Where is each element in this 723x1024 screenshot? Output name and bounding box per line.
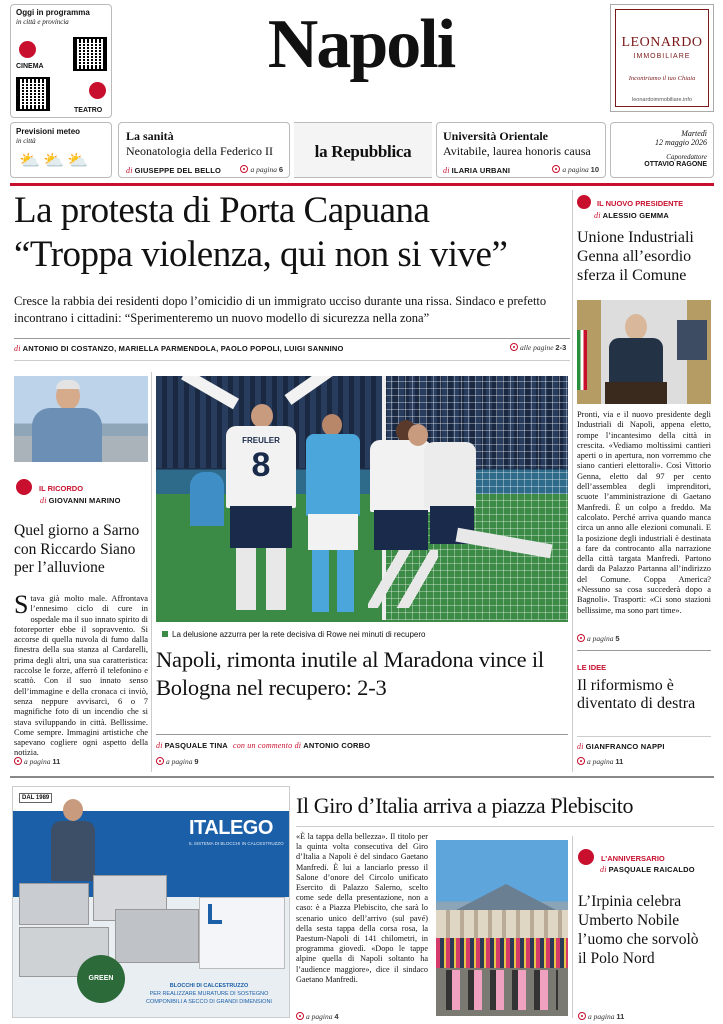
page-prefix: a pagina [250,165,277,174]
brand-logo: la Repubblica [314,142,412,161]
lead-page [510,343,566,352]
president-page [577,634,620,643]
ricordo-byline [40,496,121,505]
ad-leonardo-sub: IMMOBILIARE [633,53,691,60]
napoli-player-head [322,414,342,436]
teaser-sanita-page [240,165,283,174]
brand-box [294,122,432,178]
napoli-player-shirt [306,434,360,516]
teaser-sanita-di: di [126,166,133,175]
chat-bubble-icon [16,479,32,495]
teatro-icon [89,82,106,99]
page-prefix: a pagina [24,757,51,766]
ricordo-di: di [40,496,47,505]
masthead-title: Napoli [267,6,455,83]
ricordo-photo-body [32,408,102,462]
anniversario-byline [600,865,695,874]
caption-marker-icon [162,631,168,637]
football-rule [156,734,568,735]
player-4-head [408,424,428,446]
ad-leonardo-tagline: Incontriamo il tuo Chiaia [628,75,696,82]
president-author: ALESSIO GEMMA [602,211,669,220]
ad-italego-sub: IL SISTEMA DI BLOCCHI IN CALCESTRUZZO [189,841,284,846]
president-photo-head [625,314,647,340]
page-dot-icon [156,757,164,765]
idee-rule [577,736,711,737]
teaser-sanita-byline [126,166,221,175]
ricordo-body-wrap [14,590,148,759]
page-prefix: a pagina [587,757,614,766]
player-4-shirt [424,442,476,508]
page-prefix: a pagina [588,1012,615,1021]
lead-headline-1[interactable]: La protesta di Porta Capuana [14,190,430,231]
teaser-sanita-title: Neonatologia della Federico II [126,144,273,158]
cinema-icon [19,41,36,58]
dateline-name: OTTAVIO RAGONE [644,161,707,168]
giro-rule [296,826,714,827]
page-dot-icon [577,634,585,642]
player-8-jersey-name: FREULER [242,436,280,445]
football-photo[interactable] [156,376,568,622]
lead-di: di [14,344,21,353]
anniversario-page [578,1012,624,1021]
president-di: di [594,211,601,220]
idee-byline [577,742,665,751]
football-caption: La delusione azzurra per la rete decisiva di Rowe nei minuti di recupero [172,630,426,639]
anniversario-headline[interactable]: L’Irpinia celebra Umberto Nobile l’uomo che sorvolò il Polo Nord [578,893,699,967]
teaser-orientale-kicker: Università Orientale [443,129,548,143]
teaser-orientale-page [552,165,599,174]
lead-rule [14,338,570,339]
player-8-shorts [230,506,292,548]
player-8-head [251,404,273,428]
page-dot-icon [578,1012,586,1020]
ricordo-headline[interactable]: Quel giorno a Sarno con Riccardo Siano per l’alluvione [14,522,140,576]
column-divider-left [151,372,152,772]
page-number: 11 [615,757,624,766]
teaser-orientale-title: Avitabile, laurea honoris causa [443,144,591,158]
page-dot-icon [240,165,248,173]
president-kicker: IL NUOVO PRESIDENTE [597,199,684,208]
ad-italego-green [77,955,125,1003]
masthead-red-rule [10,183,714,186]
giro-photo-mountain [456,884,556,910]
president-body: Pronti, via e il nuovo presidente degli Industriali di Napoli, appena eletto, rompe l’incantesimo della città in crescita. «Vediamo moltissimi cantieri aperti o in apertura, non vorremmo che siano cantieri elettorali». Così Vittorio Genna, eletto dal 97 per cento dell’assemblea degli imprenditori, scuote l’amministrazione di Gaetano Manfredi. È un colpo a freddo. Ma calcolato. Perché arriva quando manca circa un anno alle elezioni comunali. E la posizione degli industriali è destinata a fare da controcanto alla narrazione della città targata Manfredi. Partono dardi da Palazzo Partanna all’indirizzo del Comune. Coppa America? «Nessuno sa cosa succederà dopo a Bagnoli». Trasporti: «Ci sono stazioni bellissime, ma sono part time». [577,410,711,615]
napoli-player-legs [312,550,354,612]
giro-body: «È la tappa della bellezza». Il titolo per la quinta volta consecutiva del Giro d’Italia a Napoli è del sindaco Gaetano Manfredi. È lui a lanciarlo presso il Salone d’onore del Circolo unificato Esercito di Palazzo Salerno, scelto come sede della presentazione, non a caso: è a Piazza Plebiscito, che sarà lo scenario unico dell’arrivo (sul pavé) della sesta tappa della corsa rosa, la Paestum-Napoli di 141 chilometri, in programma giovedì. «Dopo le tappe alpine quella di Napoli soltanto ha l’audience maggiore», dice il sindaco Gaetano Manfredi. [296,832,428,984]
giro-page [296,1012,339,1021]
programma-box [10,4,112,118]
lead-rule-bottom [14,360,570,361]
ricordo-author: GIOVANNI MARINO [48,496,121,505]
teatro-label: TEATRO [74,107,103,114]
giro-photo-crowd [436,938,568,968]
idee-page [577,757,623,766]
globe-icon [578,849,594,865]
ad-italego-block-3 [115,909,199,963]
dateline-role: Caporedattore [666,153,707,161]
football-byline [156,741,370,750]
giro-photo[interactable] [436,840,568,1016]
bench-person [190,472,224,526]
player-8-jersey-number: 8 [251,446,271,484]
ad-italego-panel-logo [208,904,222,924]
page-number: 10 [590,165,599,174]
page-prefix: a pagina [587,634,614,643]
page-number: 4 [334,1012,339,1021]
idee-author: GIANFRANCO NAPPI [585,742,665,751]
giro-headline[interactable]: Il Giro d’Italia arriva a piazza Plebiscito [296,793,634,818]
football-headline[interactable]: Napoli, rimonta inutile al Maradona vince il Bologna nel recupero: 2-3 [156,647,544,700]
president-kicker-wrap [577,193,683,211]
president-photo-screen [677,320,707,360]
president-photo-podium [605,382,667,404]
page-dot-icon [14,757,22,765]
page-number: 11 [52,757,61,766]
player-8-legs [236,548,286,610]
page-number: 9 [194,757,199,766]
player-3-shorts [374,510,428,550]
page-prefix: a pagina [306,1012,333,1021]
lead-byline [14,344,344,353]
ricordo-body: tava già molto male. Affrontava l’ennesimo ciclo di cure in ospedale ma il suo innato spirito di fotoreporter ebbe il sopravvento. Si accorse di quella nuvola di fumo dalla finestra della sua stanza al Cardarelli, prima degli altri, una sua caratteristica: raccolse le forze, afferrò il telefonino e scattò. Con il suo innato senso dell’immagine e della cronaca ci inviò, senza neppure avvisarci, 6 o 7 magnifiche foto di un incendio che si stava sviluppando in città. Bellissime. Come sempre. Immagini artistiche che sapevano cogliere ogni aspetto della notizia. [14,594,148,758]
cloud-sun-icon: ⛅ [67,151,92,170]
page-prefix: alle pagine [520,343,554,352]
page-number: 2-3 [555,343,567,352]
factory-icon [577,195,591,209]
ricordo-photo[interactable] [14,376,148,462]
ricordo-page [14,757,60,766]
player-3-legs [368,550,438,608]
lead-headline-2[interactable]: “Troppa violenza, qui non si vive” [14,234,508,275]
football-author: PASQUALE TINA [164,741,228,750]
ricordo-dropcap: S [14,590,29,619]
idee-headline[interactable]: Il riformismo è diventato di destra [577,677,696,712]
qr-code-cinema[interactable] [73,37,107,71]
meteo-box [10,122,112,178]
ad-leonardo[interactable] [610,4,714,112]
page-dot-icon [552,165,560,173]
meteo-title: Previsioni meteo [16,127,81,136]
president-photo-flag [577,330,587,390]
napoli-player-shorts [308,514,358,550]
dateline-box [610,122,714,178]
football-with: con un commento di [232,741,302,750]
cinema-label: CINEMA [16,63,44,70]
ad-italego-brand: ITALEGO [189,817,273,839]
qr-code-teatro[interactable] [16,77,50,111]
page-dot-icon [296,1012,304,1020]
page-prefix: a pagina [166,757,193,766]
president-rule [577,650,711,651]
ad-italego[interactable] [12,786,290,1018]
anniversario-divider [572,836,573,1018]
ad-leonardo-url: leonardoimmobiliare.info [632,97,692,103]
teaser-sanita-kicker: La sanità [126,129,174,143]
idee-di: di [577,742,584,751]
meteo-icons [19,151,92,171]
giro-photo-buildings [436,910,568,938]
page-prefix: a pagina [562,165,589,174]
ad-italego-panel [199,897,285,969]
ad-italego-line3: COMPONIBILI A SECCO DI GRANDI DIMENSIONI [146,999,272,1005]
cloud-sun-icon: ⛅ [19,151,44,170]
page-number: 5 [615,634,620,643]
page-number: 6 [278,165,283,174]
ad-italego-badge: DAL 1989 [19,793,52,803]
teaser-sanita[interactable] [118,122,290,178]
player-3-shirt [370,440,432,512]
player-8-shirt [226,426,296,508]
ricordo-photo-hair [56,380,80,389]
anniversario-kicker-wrap [578,848,665,866]
football-di: di [156,741,163,750]
ad-italego-block-1 [19,883,89,925]
dateline-date: 12 maggio 2026 [655,138,707,147]
page-dot-icon [510,343,518,351]
page-number: 11 [616,1012,625,1021]
meteo-sub: in città [16,137,36,145]
column-divider-right [572,190,573,772]
anniversario-kicker: L’ANNIVERSARIO [601,854,665,863]
anniversario-di: di [600,865,607,874]
programma-sub: in città e provincia [16,18,69,26]
president-photo[interactable] [577,300,711,404]
football-caption-wrap [156,624,568,642]
ricordo-kicker-wrap [16,478,83,496]
president-headline[interactable]: Unione Industriali Genna all’esordio sferza il Comune [577,229,694,284]
idee-kicker: LE IDEE [577,663,607,672]
dateline-day: Martedì [681,129,707,138]
president-byline [594,211,669,220]
teaser-orientale[interactable] [436,122,606,178]
teaser-orientale-byline [443,166,510,175]
programma-title: Oggi in programma [16,8,90,17]
cloud-sun-icon: ⛅ [43,151,68,170]
ad-italego-man-head [63,799,83,821]
page-dot-icon [577,757,585,765]
lead-summary: Cresce la rabbia dei residenti dopo l’omicidio di un immigrato ucciso durante una rissa. Sindaco e prefetto incontrano i cittadini: “Sperimenteremo un nuovo modello di sicurezza nella zona” [14,294,547,325]
ad-italego-line2: PER REALIZZARE MURATURE DI SOSTEGNO [149,991,269,997]
anniversario-author: PASQUALE RAICALDO [608,865,695,874]
lead-authors: ANTONIO DI COSTANZO, MARIELLA PARMENDOLA, PAOLO POPOLI, LUIGI SANNINO [22,344,344,353]
ricordo-kicker: IL RICORDO [39,484,84,493]
football-author2: ANTONIO CORBO [303,741,371,750]
teaser-sanita-author: GIUSEPPE DEL BELLO [134,166,222,175]
teaser-orientale-author: ILARIA URBANI [451,166,511,175]
ad-leonardo-name: LEONARDO [621,35,703,50]
ad-italego-line1: BLOCCHI DI CALCESTRUZZO [169,983,249,989]
ad-italego-green-label: GREEN [88,975,114,982]
ad-italego-man-body [51,821,95,881]
section-separator [10,776,714,778]
teaser-orientale-di: di [443,166,450,175]
giro-photo-riders [446,970,558,1010]
football-page [156,757,199,766]
